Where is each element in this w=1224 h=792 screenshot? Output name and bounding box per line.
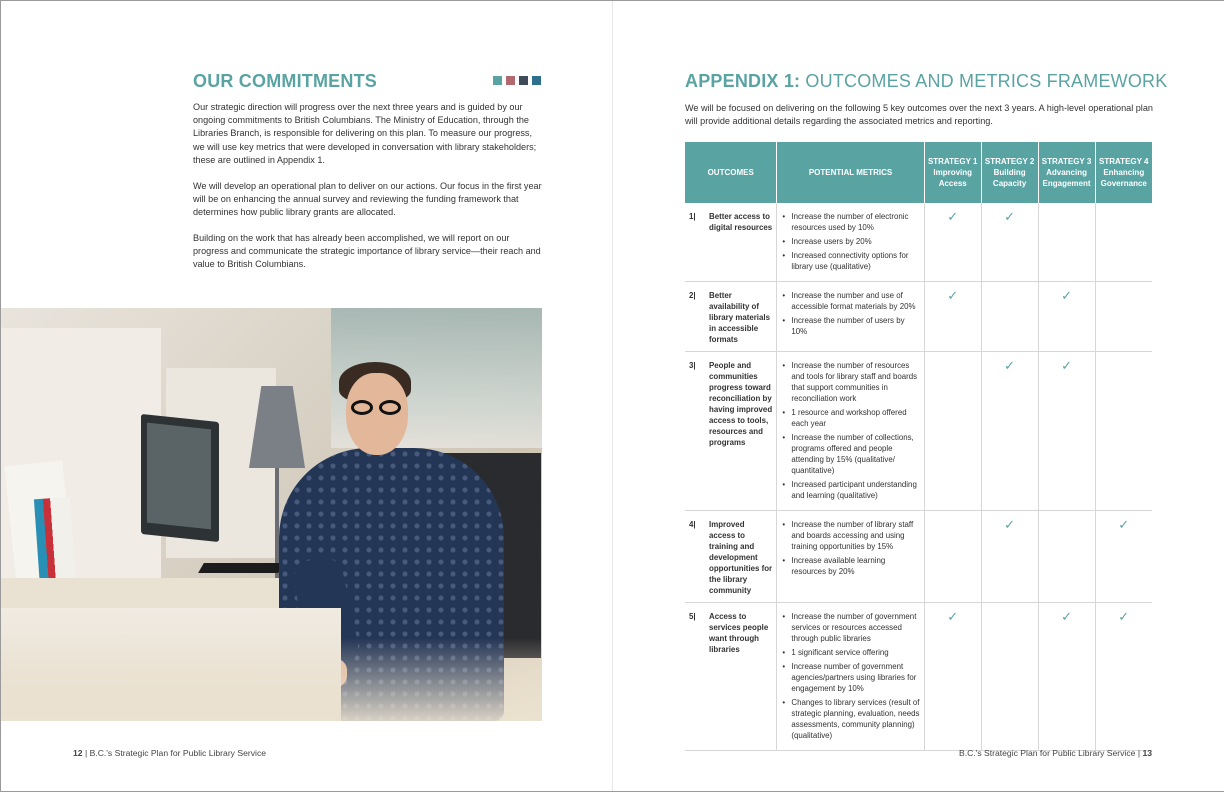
- table-header-row: [685, 142, 1152, 203]
- strategy-4-cell: [1095, 511, 1152, 603]
- metric-item: • Increase the number of users by 10%: [781, 315, 919, 337]
- checkmark-icon: ✓: [1118, 609, 1130, 624]
- checkmark-icon: ✓: [1004, 209, 1016, 224]
- strategy-1-cell: [924, 282, 981, 352]
- strategy-1-cell: [924, 603, 981, 751]
- strategy-2-cell: [981, 203, 1038, 282]
- strategy-desc: Enhancing Governance: [1100, 168, 1147, 188]
- outcome-number: 2|: [689, 291, 696, 300]
- swatch-slate: [519, 76, 528, 85]
- strategy-3-cell: [1038, 352, 1095, 511]
- footer-title: B.C.'s Strategic Plan for Public Library Service: [958, 748, 1136, 758]
- strategy-3-cell: [1038, 203, 1095, 282]
- metric-item: • 1 resource and workshop offered each year: [781, 407, 919, 429]
- checkmark-icon: ✓: [1061, 288, 1072, 303]
- metric-item: • Increase number of government agencies/partners using libraries for engagement by 10%: [781, 661, 919, 694]
- strategy-4-cell: [1095, 603, 1152, 751]
- metrics-cell: [777, 603, 924, 751]
- swatch-blue: [532, 76, 541, 85]
- strategy-3-cell: [1038, 511, 1095, 603]
- outcome-cell: [685, 511, 777, 603]
- footer-separator: |: [84, 748, 88, 758]
- metric-item: • Increase available learning resources by 20%: [781, 555, 919, 577]
- footer-title: B.C.'s Strategic Plan for Public Library Service: [89, 748, 267, 758]
- swatch-rose: [506, 76, 515, 85]
- checkmark-icon: ✓: [1004, 517, 1016, 532]
- appendix-label: APPENDIX 1:: [685, 71, 801, 91]
- metric-item: • Increased connectivity options for library use (qualitative): [781, 250, 919, 272]
- strategy-1-cell: [924, 203, 981, 282]
- table-row: [685, 352, 1152, 511]
- outcome-number: 5|: [689, 612, 696, 621]
- checkmark-icon: ✓: [1061, 609, 1072, 624]
- outcome-number: 3|: [689, 361, 696, 370]
- footer-separator: |: [1137, 748, 1141, 758]
- table-body: [685, 203, 1152, 751]
- metrics-cell: [777, 282, 924, 352]
- checkmark-icon: ✓: [1061, 358, 1072, 373]
- outcome-number: 4|: [689, 520, 696, 529]
- appendix-heading: OUTCOMES AND METRICS FRAMEWORK: [800, 71, 1168, 91]
- page-footer: [73, 748, 266, 758]
- metrics-list: [781, 211, 919, 272]
- metric-item: • Changes to library services (result of strategic planning, evaluation, needs assessments, community planning) (qualitative): [781, 697, 919, 741]
- strategy-2-cell: [981, 603, 1038, 751]
- metric-item: • Increase the number of government services or resources accessed through public libraries: [781, 611, 919, 644]
- metrics-list: [781, 290, 919, 337]
- strategy-4-cell: [1095, 352, 1152, 511]
- metrics-list: [781, 360, 919, 501]
- metrics-list: [781, 519, 919, 577]
- metric-item: • 1 significant service offering: [781, 647, 919, 658]
- metrics-cell: [777, 511, 924, 603]
- right-page: [613, 1, 1224, 791]
- table-row: [685, 511, 1152, 603]
- strategy-2-cell: [981, 282, 1038, 352]
- outcome-cell: [685, 203, 777, 282]
- strategy-2-cell: [981, 511, 1038, 603]
- strategy-4-cell: [1095, 203, 1152, 282]
- paragraph: We will develop an operational plan to deliver on our actions. Our focus in the first year will be on enhancing the annual survey and reviewing the funding framework that determines how public library grants are allocated.: [193, 181, 542, 218]
- page-footer: [959, 748, 1152, 758]
- page-number: 13: [1142, 748, 1152, 758]
- strategy-2-cell: [981, 352, 1038, 511]
- strategy-name: STRATEGY 1: [927, 157, 978, 166]
- metric-item: • Increase users by 20%: [781, 236, 919, 247]
- paragraph: Building on the work that has already been accomplished, we will report on our progress and communicate the strategic importance of library service—their reach and value to British Columbians.: [193, 233, 541, 270]
- outcome-cell: [685, 352, 777, 511]
- table-row: [685, 203, 1152, 282]
- header-outcomes: OUTCOMES: [685, 142, 777, 203]
- checkmark-icon: ✓: [1004, 358, 1016, 373]
- metric-item: • Increase the number of library staff and boards accessing and using training opportunities by 15%: [781, 519, 919, 552]
- strategy-name: STRATEGY 4: [1099, 157, 1149, 166]
- page-title: OUR COMMITMENTS: [193, 71, 377, 91]
- outcome-text: Improved access to training and development opportunities for the library community: [709, 520, 773, 595]
- header-metrics: POTENTIAL METRICS: [777, 142, 924, 203]
- outcome-number: 1|: [689, 212, 696, 221]
- strategy-name: STRATEGY 3: [1041, 157, 1092, 166]
- page-number: 12: [73, 748, 83, 758]
- header-strategy-3: [1038, 142, 1095, 203]
- color-swatches: [493, 76, 541, 85]
- outcome-cell: [685, 282, 777, 352]
- metric-item: • Increased participant understanding and learning (qualitative): [781, 479, 919, 501]
- strategy-3-cell: [1038, 603, 1095, 751]
- left-page: [1, 1, 612, 791]
- strategy-4-cell: [1095, 282, 1152, 352]
- outcome-text: Better availability of library materials in accessible formats: [709, 291, 770, 344]
- strategy-desc: Advancing Engagement: [1042, 168, 1091, 188]
- strategy-3-cell: [1038, 282, 1095, 352]
- metric-item: • Increase the number of electronic resources used by 10%: [781, 211, 919, 233]
- outcomes-metrics-table: [685, 142, 1152, 751]
- metrics-cell: [777, 203, 924, 282]
- strategy-1-cell: [924, 352, 981, 511]
- metrics-list: [781, 611, 919, 741]
- checkmark-icon: ✓: [947, 209, 959, 224]
- outcome-text: People and communities progress toward reconciliation by having improved access to tools, resources and programs: [709, 361, 773, 447]
- strategy-1-cell: [924, 511, 981, 603]
- outcome-cell: [685, 603, 777, 751]
- table-row: [685, 282, 1152, 352]
- checkmark-icon: ✓: [947, 288, 959, 303]
- header-strategy-2: [981, 142, 1038, 203]
- table-row: [685, 603, 1152, 751]
- outcome-text: Access to services people want through libraries: [709, 612, 769, 654]
- header-strategy-1: [924, 142, 981, 203]
- strategy-name: STRATEGY 2: [984, 157, 1035, 166]
- swatch-teal: [493, 76, 502, 85]
- paragraph: Our strategic direction will progress over the next three years and is guided by our ongoing commitments to British Columbians. The Ministry of Education, through the Libraries Branch, is responsible for delivering on this plan. To measure our progress, we will use key metrics that were developed in conversation with library stakeholders; these are outlined in Appendix 1.: [193, 102, 537, 165]
- checkmark-icon: ✓: [947, 609, 959, 624]
- strategy-desc: Improving Access: [933, 168, 973, 188]
- metric-item: • Increase the number of resources and tools for library staff and boards that support communities in reconciliation work: [781, 360, 919, 404]
- appendix-title: [685, 71, 1167, 92]
- library-photo: [1, 308, 542, 721]
- intro-paragraph: We will be focused on delivering on the following 5 key outcomes over the next 3 years. A high-level operational plan will provide additional details regarding the associated metrics and reporting.: [685, 103, 1153, 126]
- metric-item: • Increase the number of collections, programs offered and people attending by 15% (qualitative/ quantitative): [781, 432, 919, 476]
- checkmark-icon: ✓: [1118, 517, 1130, 532]
- header-strategy-4: [1095, 142, 1152, 203]
- metric-item: • Increase the number and use of accessible format materials by 20%: [781, 290, 919, 312]
- metrics-cell: [777, 352, 924, 511]
- outcome-text: Better access to digital resources: [709, 212, 773, 232]
- strategy-desc: Building Capacity: [992, 168, 1027, 188]
